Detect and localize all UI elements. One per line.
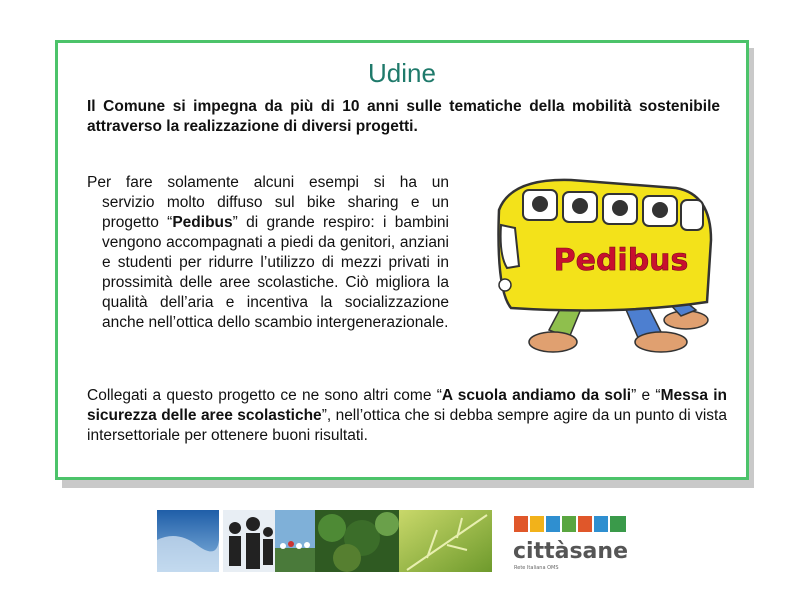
pedibus-paragraph: [87, 173, 449, 333]
intro-paragraph: Il Comune si impegna da più di 10 anni sulle tematiche della mobilità sostenibile attraverso la realizzazione di diversi progetti.: [87, 98, 720, 135]
pedibus-paragraph-line1: Per fare solamente alcuni esempi si ha un: [87, 174, 449, 191]
cittasane-logo: [512, 510, 630, 572]
cittasane-logo-text: cittàsane: [513, 539, 628, 564]
text-run: ”, nell’ottica che si debba sempre agire da un punto di vista intersettoriale per ottenere buoni risultati.: [87, 407, 727, 444]
leaf-photo: [399, 510, 492, 572]
projects-paragraph: [87, 386, 727, 446]
pedibus-label: Pedibus: [553, 243, 689, 278]
text-run: Collegati a questo progetto ce ne sono altri come “: [87, 387, 442, 404]
cittasane-logo-subtitle: Rete Italiana OMS: [514, 565, 559, 571]
text-run: ” e “: [631, 387, 661, 404]
decorative-photo-strip: [157, 510, 492, 572]
text-run: ” di grande respiro: i bambini vengono accompagnati a piedi da genitori, anziani e studenti per ridurre l’utilizzo di mezzi privati in prossimità delle aree scolastiche. Ciò migliora la qualità dell’aria e incentiva la socializzazione anche nell’ottica dello scambio intergenerazionale.: [102, 214, 449, 331]
a-scuola-bold: A scuola andiamo da soli: [441, 387, 632, 404]
pedibus-bus-illustration: [471, 170, 731, 370]
page-title: Udine: [368, 58, 436, 88]
text-run: servizio molto diffuso sul bike sharing e un progetto “: [102, 194, 449, 231]
pedibus-paragraph-body: [87, 193, 449, 333]
content-frame: [55, 40, 749, 480]
messa-in-sicurezza-bold: Messa in sicurezza delle aree scolastiche: [87, 387, 727, 424]
pedibus-bold: Pedibus: [172, 214, 233, 231]
